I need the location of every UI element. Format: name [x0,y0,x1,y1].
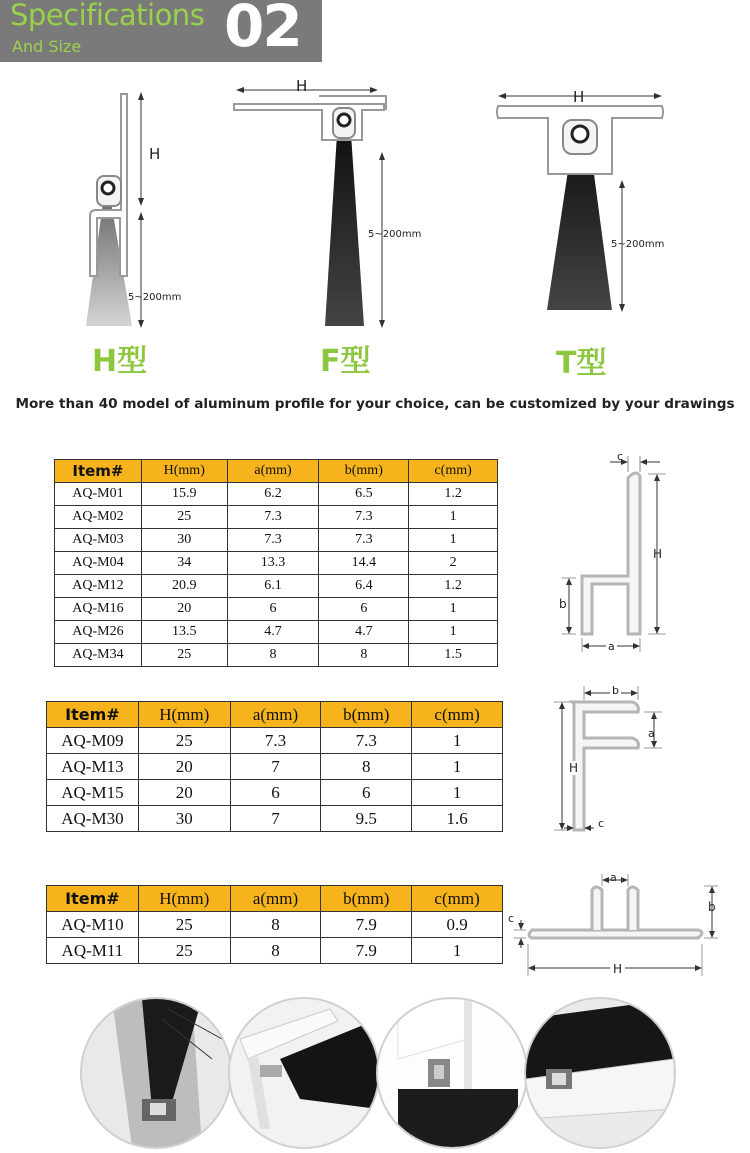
cell-item: AQ-M03 [55,529,142,552]
col-a: a(mm) [227,460,319,483]
cell-a: 6.1 [227,575,319,598]
section-header [0,0,322,62]
cell-item: AQ-M12 [55,575,142,598]
table-header-row [47,702,503,728]
brush-types-diagram [0,70,750,370]
table-row [47,728,503,754]
cell-c: 1 [409,506,498,529]
cell-b: 4.7 [319,621,409,644]
product-photo-3 [376,997,528,1149]
col-h: H(mm) [138,702,230,728]
cell-item: AQ-M15 [47,780,139,806]
cell-h: 15.9 [141,483,227,506]
f-type-range-label: 5~200mm [368,229,422,240]
table-row [47,780,503,806]
cell-b: 6.4 [319,575,409,598]
t-diagram-a-label: a [610,871,617,884]
cell-b: 6 [321,780,412,806]
cell-a: 8 [230,938,321,964]
cell-item: AQ-M13 [47,754,139,780]
cell-a: 7.3 [227,529,319,552]
cell-h: 13.5 [141,621,227,644]
cell-c: 1 [409,598,498,621]
cell-c: 0.9 [412,912,503,938]
h-type-height-label: H [149,145,161,163]
cell-a: 7 [230,754,321,780]
header-subtitle: And Size [12,37,82,56]
col-b: b(mm) [321,702,412,728]
table-row [47,912,503,938]
cell-c: 1 [409,529,498,552]
cell-b: 7.9 [321,938,412,964]
f-diagram-b-label: b [612,684,619,697]
cell-a: 6 [227,598,319,621]
col-c: c(mm) [412,886,503,912]
t-type-brush-drawing [497,93,663,312]
cell-b: 6.5 [319,483,409,506]
col-c: c(mm) [412,702,503,728]
cell-a: 4.7 [227,621,319,644]
header-number: 02 [224,0,301,60]
cell-b: 7.9 [321,912,412,938]
col-a: a(mm) [230,886,321,912]
cell-h: 25 [141,644,227,667]
table-row [55,552,498,575]
t-type-label: T型 [556,346,607,381]
f-diagram-c-label: c [598,817,605,830]
col-item: Item# [55,460,142,483]
product-photo-2 [228,997,380,1149]
cell-b: 9.5 [321,806,412,832]
cell-a: 8 [227,644,319,667]
table-row [47,938,503,964]
table-row [55,483,498,506]
h-type-label: H型 [92,344,148,379]
f-profile-diagram [548,680,678,855]
cell-b: 7.3 [321,728,412,754]
cell-a: 7.3 [227,506,319,529]
cell-a: 6.2 [227,483,319,506]
cell-b: 8 [319,644,409,667]
cell-h: 20 [141,598,227,621]
cell-h: 25 [138,912,230,938]
cell-b: 14.4 [319,552,409,575]
f-type-brush-drawing [234,87,386,328]
cell-h: 20 [138,780,230,806]
cell-h: 20.9 [141,575,227,598]
cell-item: AQ-M09 [47,728,139,754]
col-item: Item# [47,702,139,728]
h-diagram-c-label: c [617,450,624,463]
cell-b: 7.3 [319,529,409,552]
cell-h: 30 [141,529,227,552]
table-row [55,506,498,529]
table-row [55,644,498,667]
cell-item: AQ-M11 [47,938,139,964]
table-row [55,621,498,644]
f-type-label: F型 [320,344,371,379]
cell-item: AQ-M10 [47,912,139,938]
cell-c: 1 [412,938,503,964]
t-type-width-label: H [573,88,585,106]
cell-a: 6 [230,780,321,806]
cell-c: 2 [409,552,498,575]
col-b: b(mm) [321,886,412,912]
f-profile-table [46,701,503,832]
table-row [47,754,503,780]
cell-h: 25 [138,938,230,964]
h-type-range-label: 5~200mm [128,292,182,303]
h-profile-table [54,459,498,667]
col-h: H(mm) [138,886,230,912]
cell-a: 13.3 [227,552,319,575]
f-diagram-a-label: a [648,727,655,740]
cell-b: 6 [319,598,409,621]
cell-a: 8 [230,912,321,938]
t-type-range-label: 5~200mm [611,239,665,250]
description-text: More than 40 model of aluminum profile for your choice, can be customized by your drawings [15,396,735,412]
table-row [55,598,498,621]
table-header-row [55,460,498,483]
cell-item: AQ-M16 [55,598,142,621]
cell-a: 7.3 [230,728,321,754]
cell-a: 7 [230,806,321,832]
cell-c: 1.5 [409,644,498,667]
table-row [55,575,498,598]
h-diagram-h-label: H [653,547,663,561]
cell-h: 25 [138,728,230,754]
cell-c: 1 [409,621,498,644]
col-h: H(mm) [141,460,227,483]
cell-item: AQ-M02 [55,506,142,529]
header-title: Specifications [10,0,205,32]
cell-c: 1 [412,728,503,754]
cell-item: AQ-M34 [55,644,142,667]
table-header-row [47,886,503,912]
cell-b: 8 [321,754,412,780]
product-photo-4 [524,997,676,1149]
cell-h: 34 [141,552,227,575]
cell-item: AQ-M04 [55,552,142,575]
cell-c: 1 [412,780,503,806]
t-diagram-c-label: c [508,912,515,925]
cell-h: 30 [138,806,230,832]
t-profile-table [46,885,503,964]
cell-c: 1.2 [409,483,498,506]
f-diagram-h-label: H [569,761,579,775]
table-row [47,806,503,832]
f-type-width-label: H [296,77,308,95]
cell-c: 1 [412,754,503,780]
h-diagram-a-label: a [608,640,615,653]
cell-c: 1.2 [409,575,498,598]
col-c: c(mm) [409,460,498,483]
col-b: b(mm) [319,460,409,483]
t-diagram-h-label: H [610,962,625,976]
product-photo-1 [80,997,232,1149]
table-row [55,529,498,552]
h-diagram-b-label: b [559,597,567,611]
cell-item: AQ-M01 [55,483,142,506]
cell-item: AQ-M30 [47,806,139,832]
t-diagram-b-label: b [708,900,716,914]
cell-h: 25 [141,506,227,529]
cell-item: AQ-M26 [55,621,142,644]
cell-h: 20 [138,754,230,780]
col-item: Item# [47,886,139,912]
col-a: a(mm) [230,702,321,728]
cell-c: 1.6 [412,806,503,832]
cell-b: 7.3 [319,506,409,529]
